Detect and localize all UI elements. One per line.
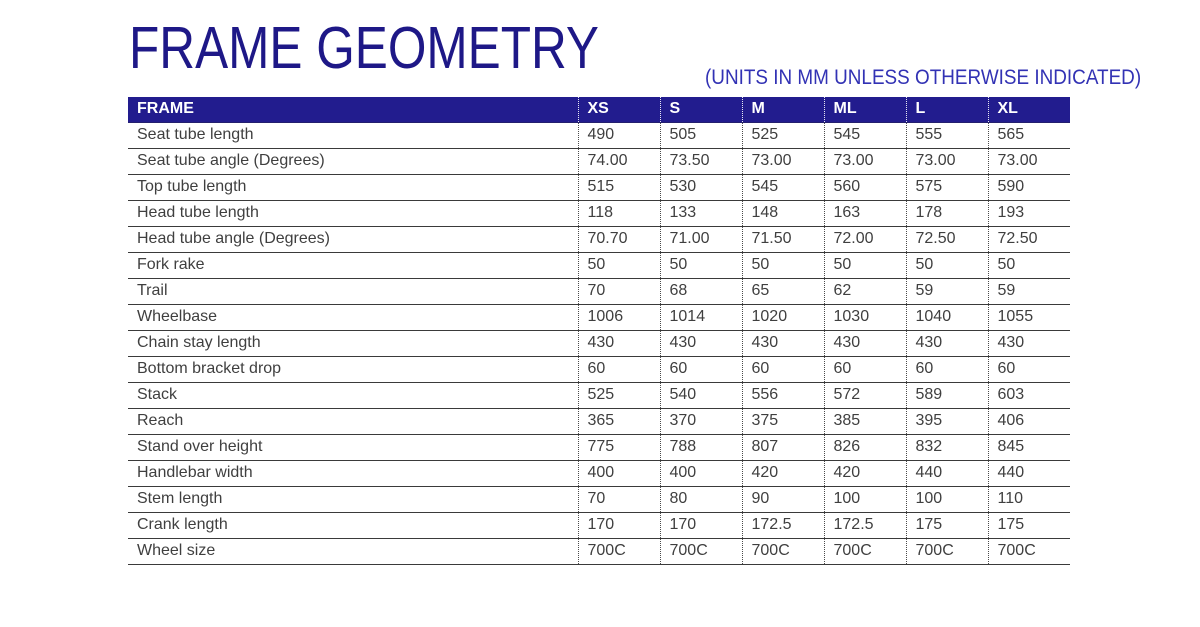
value-cell: 1020: [742, 304, 824, 330]
value-cell: 172.5: [742, 512, 824, 538]
value-cell: 148: [742, 200, 824, 226]
page-subtitle: (UNITS IN MM UNLESS OTHERWISE INDICATED): [705, 66, 1142, 89]
value-cell: 72.50: [906, 226, 988, 252]
value-cell: 100: [906, 486, 988, 512]
value-cell: 50: [742, 252, 824, 278]
value-cell: 700C: [906, 538, 988, 564]
value-cell: 100: [824, 486, 906, 512]
value-cell: 133: [660, 200, 742, 226]
value-cell: 700C: [578, 538, 660, 564]
value-cell: 420: [742, 460, 824, 486]
value-cell: 826: [824, 434, 906, 460]
value-cell: 1014: [660, 304, 742, 330]
value-cell: 430: [988, 330, 1070, 356]
value-cell: 370: [660, 408, 742, 434]
value-cell: 70.70: [578, 226, 660, 252]
row-label-cell: Crank length: [128, 512, 578, 538]
value-cell: 589: [906, 382, 988, 408]
value-cell: 832: [906, 434, 988, 460]
value-cell: 60: [988, 356, 1070, 382]
table-row: [128, 278, 1070, 304]
value-cell: 175: [906, 512, 988, 538]
row-label-cell: Head tube angle (Degrees): [128, 226, 578, 252]
value-cell: 50: [988, 252, 1070, 278]
value-cell: 1030: [824, 304, 906, 330]
row-label-cell: Chain stay length: [128, 330, 578, 356]
value-cell: 775: [578, 434, 660, 460]
value-cell: 59: [906, 278, 988, 304]
value-cell: 530: [660, 174, 742, 200]
value-cell: 60: [824, 356, 906, 382]
value-cell: 575: [906, 174, 988, 200]
row-label-cell: Trail: [128, 278, 578, 304]
value-cell: 71.00: [660, 226, 742, 252]
value-cell: 560: [824, 174, 906, 200]
value-cell: 440: [906, 460, 988, 486]
value-cell: 572: [824, 382, 906, 408]
value-cell: 172.5: [824, 512, 906, 538]
value-cell: 700C: [742, 538, 824, 564]
value-cell: 50: [824, 252, 906, 278]
header-cell-m: M: [742, 97, 824, 122]
value-cell: 60: [906, 356, 988, 382]
value-cell: 73.00: [824, 148, 906, 174]
value-cell: 175: [988, 512, 1070, 538]
value-cell: 65: [742, 278, 824, 304]
table-row: [128, 122, 1070, 148]
header-cell-xs: XS: [578, 97, 660, 122]
value-cell: 400: [578, 460, 660, 486]
row-label-cell: Handlebar width: [128, 460, 578, 486]
value-cell: 50: [906, 252, 988, 278]
value-cell: 1040: [906, 304, 988, 330]
table-header: [128, 97, 1070, 122]
value-cell: 565: [988, 122, 1070, 148]
row-label-cell: Fork rake: [128, 252, 578, 278]
header-cell-xl: XL: [988, 97, 1070, 122]
row-label-cell: Bottom bracket drop: [128, 356, 578, 382]
value-cell: 420: [824, 460, 906, 486]
value-cell: 68: [660, 278, 742, 304]
value-cell: 1006: [578, 304, 660, 330]
value-cell: 700C: [988, 538, 1070, 564]
value-cell: 430: [742, 330, 824, 356]
value-cell: 540: [660, 382, 742, 408]
value-cell: 72.50: [988, 226, 1070, 252]
value-cell: 72.00: [824, 226, 906, 252]
frame-geometry-table: [128, 97, 1070, 565]
table-row: [128, 382, 1070, 408]
table-row: [128, 174, 1070, 200]
value-cell: 385: [824, 408, 906, 434]
value-cell: 1055: [988, 304, 1070, 330]
table-row: [128, 460, 1070, 486]
row-label-cell: Wheel size: [128, 538, 578, 564]
value-cell: 788: [660, 434, 742, 460]
value-cell: 490: [578, 122, 660, 148]
value-cell: 60: [742, 356, 824, 382]
value-cell: 807: [742, 434, 824, 460]
value-cell: 170: [578, 512, 660, 538]
table-row: [128, 434, 1070, 460]
table-body: [128, 122, 1070, 564]
value-cell: 50: [660, 252, 742, 278]
value-cell: 375: [742, 408, 824, 434]
table-row: [128, 512, 1070, 538]
value-cell: 110: [988, 486, 1070, 512]
value-cell: 545: [824, 122, 906, 148]
value-cell: 118: [578, 200, 660, 226]
value-cell: 70: [578, 278, 660, 304]
value-cell: 515: [578, 174, 660, 200]
header-cell-ml: ML: [824, 97, 906, 122]
row-label-cell: Top tube length: [128, 174, 578, 200]
value-cell: 50: [578, 252, 660, 278]
value-cell: 406: [988, 408, 1070, 434]
value-cell: 603: [988, 382, 1070, 408]
header-cell-frame: FRAME: [128, 97, 578, 122]
value-cell: 163: [824, 200, 906, 226]
table-row: [128, 538, 1070, 564]
value-cell: 170: [660, 512, 742, 538]
header-cell-s: S: [660, 97, 742, 122]
row-label-cell: Stem length: [128, 486, 578, 512]
value-cell: 90: [742, 486, 824, 512]
value-cell: 700C: [824, 538, 906, 564]
table-header-row: [128, 97, 1070, 122]
table-row: [128, 148, 1070, 174]
value-cell: 80: [660, 486, 742, 512]
table-row: [128, 304, 1070, 330]
value-cell: 700C: [660, 538, 742, 564]
value-cell: 590: [988, 174, 1070, 200]
value-cell: 70: [578, 486, 660, 512]
row-label-cell: Stack: [128, 382, 578, 408]
value-cell: 60: [578, 356, 660, 382]
table-row: [128, 252, 1070, 278]
value-cell: 430: [824, 330, 906, 356]
value-cell: 71.50: [742, 226, 824, 252]
value-cell: 525: [742, 122, 824, 148]
value-cell: 430: [578, 330, 660, 356]
value-cell: 440: [988, 460, 1070, 486]
table-row: [128, 486, 1070, 512]
value-cell: 73.50: [660, 148, 742, 174]
table-row: [128, 330, 1070, 356]
value-cell: 59: [988, 278, 1070, 304]
value-cell: 62: [824, 278, 906, 304]
value-cell: 73.00: [742, 148, 824, 174]
value-cell: 395: [906, 408, 988, 434]
row-label-cell: Seat tube length: [128, 122, 578, 148]
table-row: [128, 408, 1070, 434]
row-label-cell: Seat tube angle (Degrees): [128, 148, 578, 174]
value-cell: 73.00: [906, 148, 988, 174]
row-label-cell: Wheelbase: [128, 304, 578, 330]
header-cell-l: L: [906, 97, 988, 122]
row-label-cell: Stand over height: [128, 434, 578, 460]
value-cell: 555: [906, 122, 988, 148]
value-cell: 60: [660, 356, 742, 382]
row-label-cell: Reach: [128, 408, 578, 434]
value-cell: 525: [578, 382, 660, 408]
value-cell: 845: [988, 434, 1070, 460]
table-row: [128, 200, 1070, 226]
value-cell: 400: [660, 460, 742, 486]
value-cell: 505: [660, 122, 742, 148]
value-cell: 430: [660, 330, 742, 356]
table-row: [128, 226, 1070, 252]
value-cell: 73.00: [988, 148, 1070, 174]
title-block: [129, 15, 1142, 89]
value-cell: 365: [578, 408, 660, 434]
table-row: [128, 356, 1070, 382]
value-cell: 74.00: [578, 148, 660, 174]
value-cell: 556: [742, 382, 824, 408]
page-title: FRAME GEOMETRY: [129, 15, 599, 81]
row-label-cell: Head tube length: [128, 200, 578, 226]
value-cell: 193: [988, 200, 1070, 226]
value-cell: 545: [742, 174, 824, 200]
value-cell: 430: [906, 330, 988, 356]
value-cell: 178: [906, 200, 988, 226]
